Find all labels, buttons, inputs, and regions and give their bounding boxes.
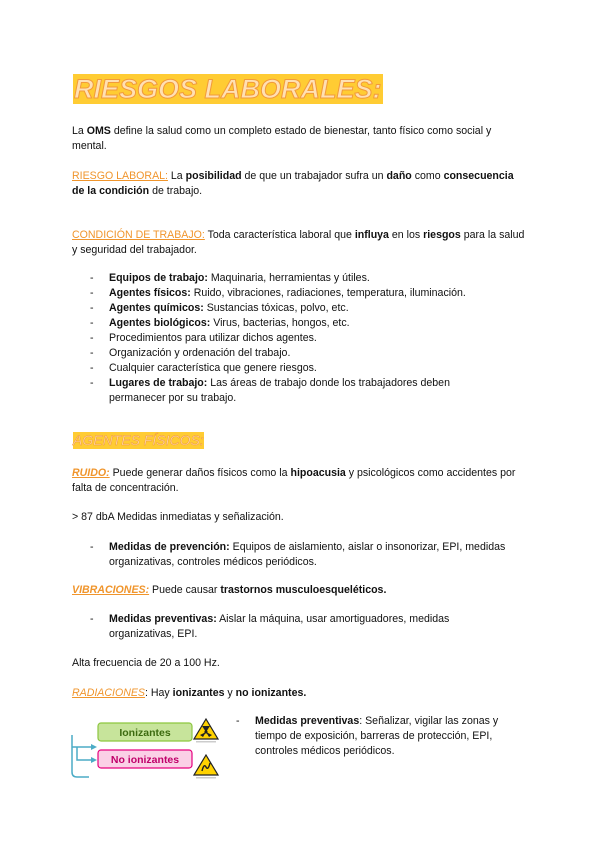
diagram-connector	[72, 735, 97, 777]
page-title: RIESGOS LABORALES:	[74, 74, 382, 104]
list-item: - Equipos de trabajo: Maquinaria, herramientas y útiles.	[90, 272, 370, 284]
list-item: - Medidas preventivas: Señalizar, vigilar las zonas y tiempo de exposición, barreras de protección, EPI, controles médicos periódicos.	[236, 715, 499, 757]
intro-paragraph: La OMS define la salud como un completo estado de bienestar, tanto físico como social y mental.	[72, 125, 492, 152]
vibraciones-label: VIBRACIONES:	[72, 584, 150, 596]
ruido-label: RUIDO:	[72, 467, 110, 479]
frecuencia-line: Alta frecuencia de 20 a 100 Hz.	[72, 657, 220, 669]
list-item: - Procedimientos para utilizar dichos agentes.	[90, 332, 317, 344]
vibraciones-paragraph: VIBRACIONES: Puede causar trastornos musculoesqueléticos.	[72, 584, 387, 596]
riesgo-laboral-paragraph: RIESGO LABORAL: La posibilidad de que un trabajador sufra un daño como consecuencia de la condición de trabajo.	[72, 170, 514, 197]
agentes-fisicos-heading: AGENTES FÍSICOS:	[73, 432, 204, 448]
radiaciones-label: RADIACIONES	[72, 687, 145, 699]
riesgo-laboral-label: RIESGO LABORAL:	[72, 170, 168, 182]
list-item: - Agentes físicos: Ruido, vibraciones, radiaciones, temperatura, iluminación.	[90, 287, 466, 299]
radiaciones-paragraph: RADIACIONES: Hay ionizantes y no ionizantes.	[72, 687, 307, 699]
dba-line: > 87 dbA Medidas inmediatas y señalización.	[72, 511, 284, 523]
list-item: - Cualquier característica que genere riesgos.	[90, 362, 317, 374]
list-item: - Organización y ordenación del trabajo.	[90, 347, 291, 359]
radiation-types-diagram	[69, 717, 227, 780]
list-item: - Lugares de trabajo: Las áreas de trabajo donde los trabajadores deben permanecer por su trabajo.	[90, 377, 450, 404]
list-item: - Agentes químicos: Sustancias tóxicas, polvo, etc.	[90, 302, 349, 314]
radiation-warning-icon	[194, 719, 218, 743]
list-item: - Agentes biológicos: Virus, bacterias, hongos, etc.	[90, 317, 350, 329]
condicion-trabajo-label: CONDICIÓN DE TRABAJO:	[72, 229, 205, 241]
no-ionizantes-box-label: No ionizantes	[110, 754, 180, 766]
list-item: - Medidas preventivas: Aislar la máquina, usar amortiguadores, medidas organizativas, EPI.	[90, 613, 450, 640]
ruido-paragraph: RUIDO: Puede generar daños físicos como la hipoacusia y psicológicos como accidentes por falta de concentración.	[72, 467, 516, 494]
non-ionizing-warning-icon	[194, 755, 218, 779]
condicion-trabajo-paragraph: CONDICIÓN DE TRABAJO: Toda característica laboral que influya en los riesgos para la salud y seguridad del trabajador.	[72, 229, 525, 256]
list-item: - Medidas de prevención: Equipos de aislamiento, aislar o insonorizar, EPI, medidas organizativas, controles médicos periódicos.	[90, 541, 506, 568]
ionizantes-box-label: Ionizantes	[119, 727, 171, 739]
